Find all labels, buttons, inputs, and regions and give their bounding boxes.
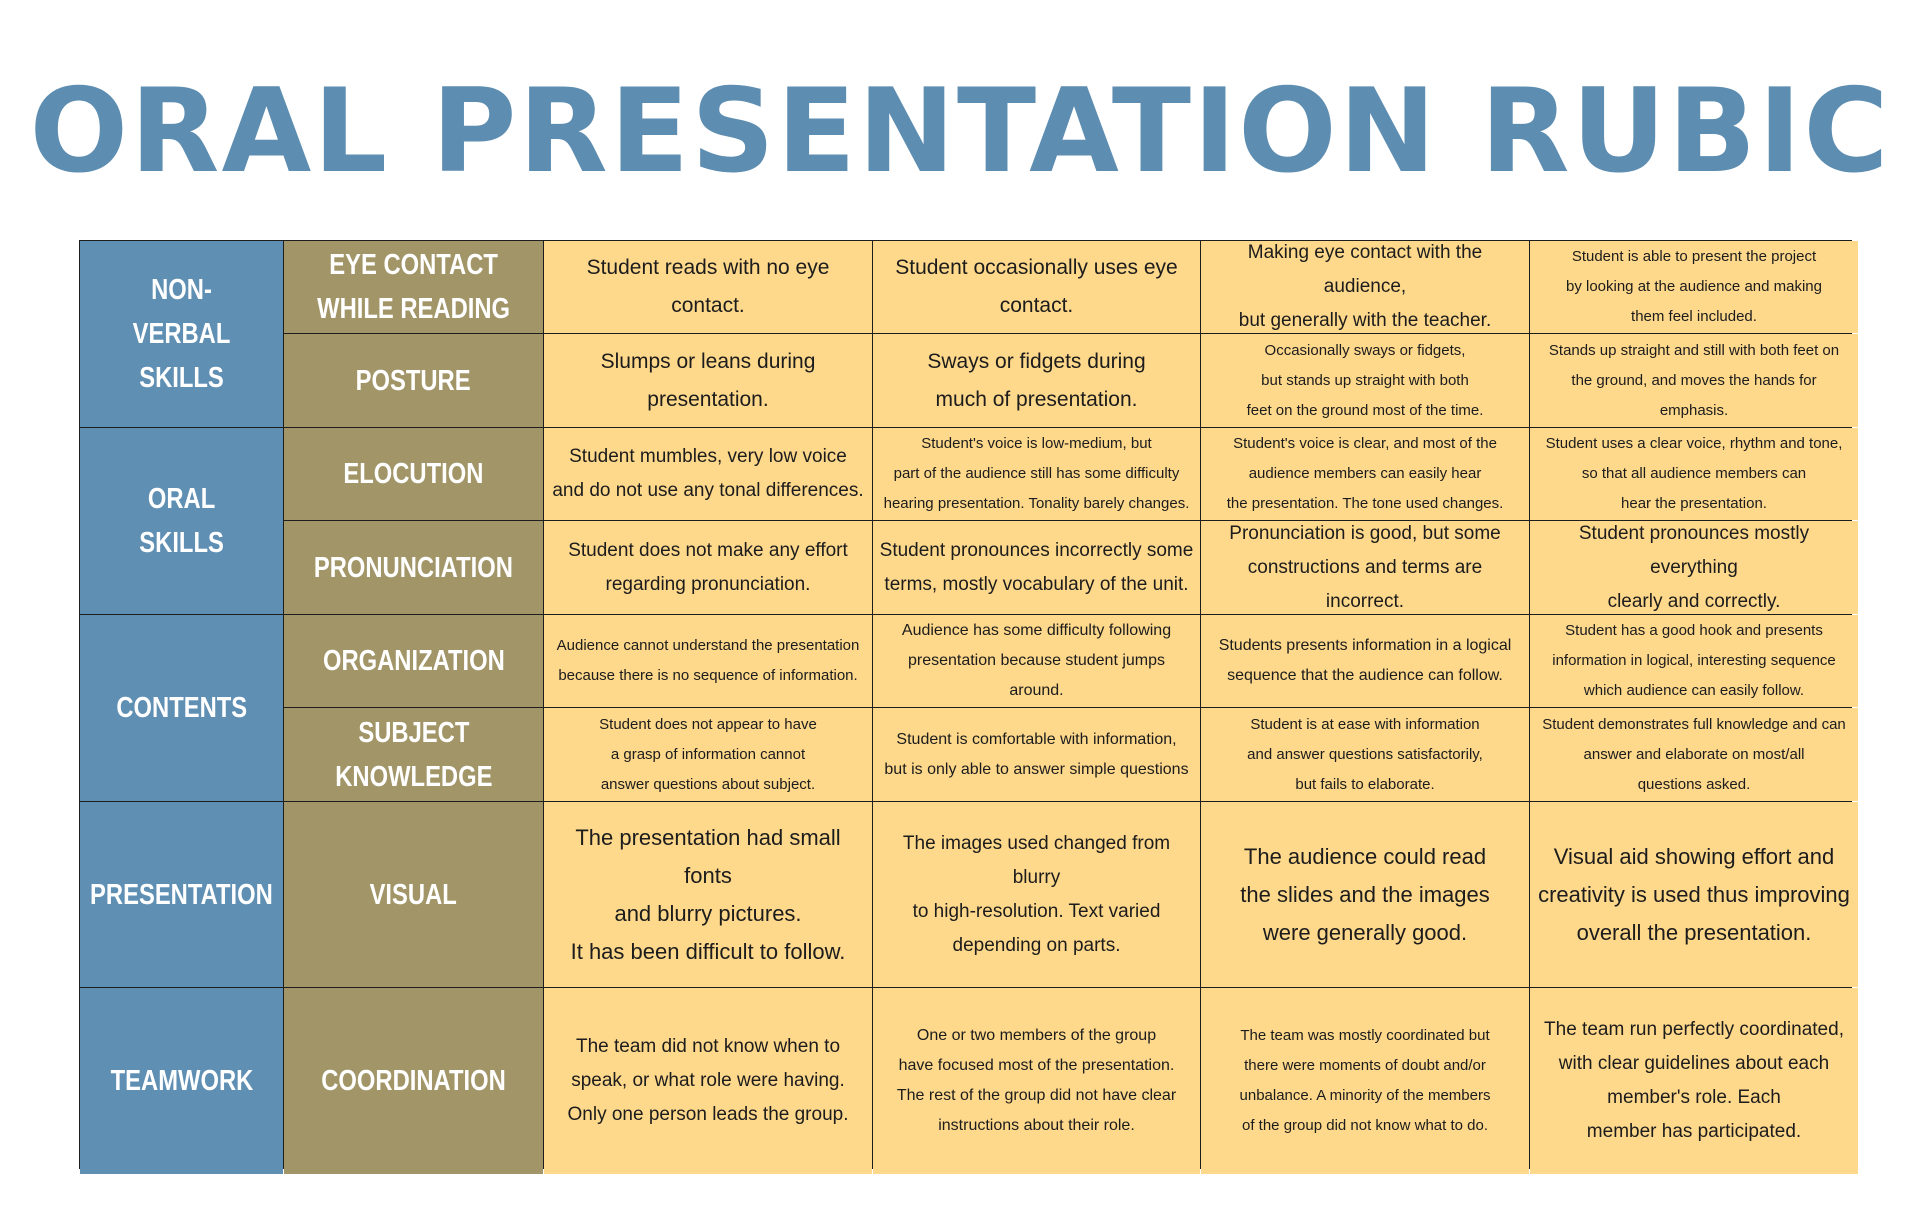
- level-text: Student occasionally uses eye contact.: [895, 256, 1178, 317]
- level-cell: [873, 802, 1200, 987]
- criterion-label: EYE CONTACT WHILE READING: [317, 249, 510, 325]
- level-text: Pronunciation is good, but some constructions and terms are incorrect.: [1229, 522, 1501, 612]
- category-cell-oral: [80, 428, 283, 614]
- level-text: The audience could read the slides and the images were generally good.: [1240, 843, 1490, 945]
- level-cell: [1201, 428, 1529, 520]
- level-cell: [544, 802, 872, 987]
- criterion-cell-posture: [284, 334, 543, 427]
- level-cell: [1530, 802, 1858, 987]
- level-cell: [1201, 802, 1529, 987]
- level-cell: [544, 988, 872, 1174]
- category-label: CONTENTS: [116, 686, 247, 730]
- level-cell: [1530, 615, 1858, 707]
- level-text: Student mumbles, very low voice and do not use any tonal differences.: [552, 446, 864, 501]
- criterion-label: PRONUNCIATION: [313, 551, 514, 584]
- level-cell: [1530, 521, 1858, 614]
- level-cell: [873, 241, 1200, 333]
- level-text: The presentation had small fonts and blurry pictures. It has been difficult to follow.: [570, 824, 846, 964]
- level-text: One or two members of the group have focused most of the presentation. The rest of the group did not have clear instructions about their role.: [896, 1027, 1177, 1134]
- level-text: The team did not know when to speak, or what role were having. Only one person leads the group.: [567, 1036, 849, 1125]
- level-text: Students presents information in a logical sequence that the audience can follow.: [1218, 637, 1512, 684]
- level-cell: [544, 521, 872, 614]
- criterion-label: ELOCUTION: [343, 458, 484, 490]
- level-text: Student is comfortable with information, but is only able to answer simple questions: [884, 730, 1189, 778]
- level-text: Student pronounces mostly everything clearly and correctly.: [1578, 522, 1810, 612]
- level-text: Making eye contact with the audience, but generally with the teacher.: [1238, 242, 1492, 331]
- level-cell: [1201, 708, 1529, 801]
- criterion-cell-pronunciation: [284, 521, 543, 614]
- level-cell: [544, 334, 872, 427]
- category-cell-non-verbal: [80, 241, 283, 427]
- level-text: The images used changed from blurry to high-resolution. Text varied depending on parts.: [902, 832, 1171, 956]
- criterion-label: COORDINATION: [321, 1065, 506, 1097]
- level-cell: [1530, 241, 1858, 333]
- criterion-label: ORGANIZATION: [322, 645, 505, 677]
- level-cell: [1201, 988, 1529, 1174]
- level-text: Student demonstrates full knowledge and can answer and elaborate on most/all questions asked.: [1542, 715, 1846, 793]
- level-text: Slumps or leans during presentation.: [600, 349, 816, 411]
- criterion-cell-visual: [284, 802, 543, 987]
- level-text: Audience has some difficulty following presentation because student jumps around.: [901, 622, 1172, 699]
- criterion-label: VISUAL: [369, 878, 458, 911]
- level-text: Student's voice is low-medium, but part of the audience still has some difficulty hearing presentation. Tonality barely changes.: [883, 435, 1190, 512]
- level-text: The team was mostly coordinated but there were moments of doubt and/or unbalance. A minority of the members of the group did not know what to do.: [1239, 1027, 1491, 1134]
- level-text: Audience cannot understand the presentation because there is no sequence of information.: [556, 637, 860, 684]
- level-text: Student pronounces incorrectly some terms, mostly vocabulary of the unit.: [879, 539, 1194, 595]
- level-text: Occasionally sways or fidgets, but stands up straight with both feet on the ground most of the time.: [1246, 341, 1484, 419]
- level-text: Student uses a clear voice, rhythm and tone, so that all audience members can hear the presentation.: [1545, 435, 1843, 512]
- level-text: Student's voice is clear, and most of the audience members can easily hear the presentation. The tone used changes.: [1226, 435, 1504, 512]
- level-text: Student does not make any effort regarding pronunciation.: [568, 539, 848, 595]
- level-cell: [544, 241, 872, 333]
- criterion-label: POSTURE: [356, 364, 471, 397]
- category-label: PRESENTATION: [90, 873, 273, 917]
- category-cell-teamwork: [80, 988, 283, 1174]
- category-cell-presentation: [80, 802, 283, 987]
- level-cell: [873, 615, 1200, 707]
- level-text: The team run perfectly coordinated, with clear guidelines about each member's role. Each member has participated.: [1544, 1019, 1844, 1142]
- criterion-cell-organization: [284, 615, 543, 707]
- level-cell: [1530, 428, 1858, 520]
- criterion-label: SUBJECT KNOWLEDGE: [334, 716, 493, 793]
- level-cell: [873, 988, 1200, 1174]
- page-title: ORAL PRESENTATION RUBIC: [29, 64, 1891, 199]
- level-cell: [873, 708, 1200, 801]
- criterion-cell-eye-contact: [284, 241, 543, 333]
- level-cell: [1201, 615, 1529, 707]
- level-text: Visual aid showing effort and creativity is used thus improving overall the presentation.: [1538, 843, 1850, 945]
- level-text: Student reads with no eye contact.: [586, 256, 830, 317]
- level-cell: [873, 428, 1200, 520]
- category-cell-contents: [80, 615, 283, 801]
- level-cell: [873, 334, 1200, 427]
- level-cell: [1201, 334, 1529, 427]
- level-text: Sways or fidgets during much of presentation.: [927, 349, 1146, 411]
- rubric-table: [79, 240, 1852, 1169]
- level-text: Stands up straight and still with both feet on the ground, and moves the hands for emphasis.: [1548, 341, 1840, 419]
- level-cell: [1201, 241, 1529, 333]
- level-text: Student is at ease with information and answer questions satisfactorily, but fails to elaborate.: [1247, 715, 1483, 793]
- level-cell: [544, 708, 872, 801]
- criterion-cell-elocution: [284, 428, 543, 520]
- criterion-cell-subject-knowledge: [284, 708, 543, 801]
- criterion-cell-coordination: [284, 988, 543, 1174]
- level-cell: [873, 521, 1200, 614]
- level-cell: [1201, 521, 1529, 614]
- category-label: TEAMWORK: [110, 1059, 253, 1103]
- level-cell: [544, 428, 872, 520]
- level-cell: [544, 615, 872, 707]
- level-text: Student does not appear to have a grasp of information cannot answer questions about subject.: [599, 715, 817, 793]
- level-cell: [1530, 708, 1858, 801]
- level-text: Student has a good hook and presents information in logical, interesting sequence which audience can easily follow.: [1552, 622, 1836, 699]
- level-cell: [1530, 988, 1858, 1174]
- level-text: Student is able to present the project by looking at the audience and making them feel included.: [1565, 248, 1822, 325]
- level-cell: [1530, 334, 1858, 427]
- category-label: ORAL SKILLS: [139, 477, 224, 565]
- category-label: NON-VERBAL SKILLS: [103, 268, 260, 400]
